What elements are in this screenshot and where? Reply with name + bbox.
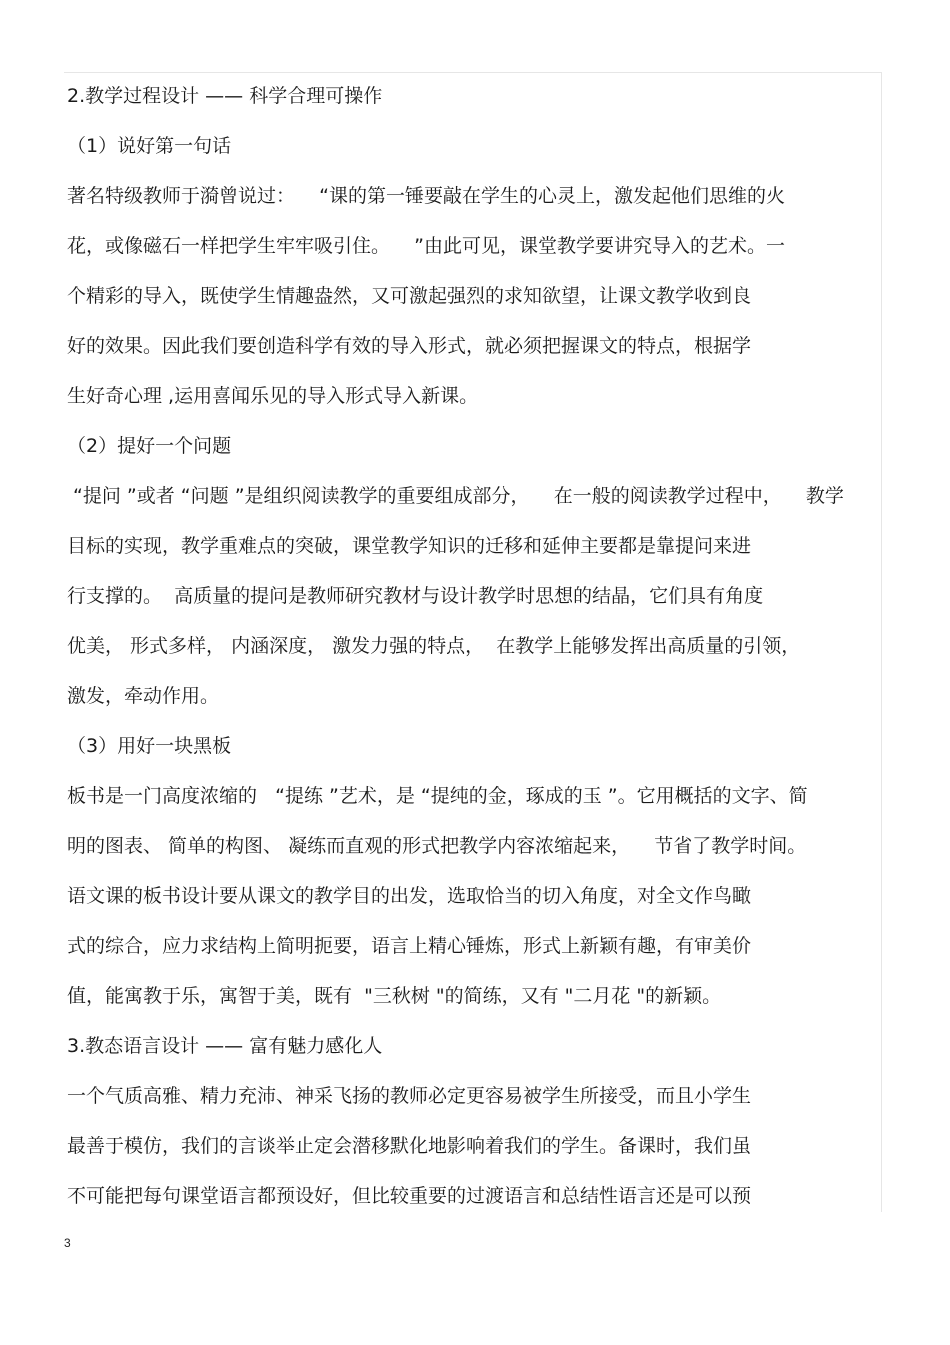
paragraph-line: 目标的实现，教学重难点的突破，课堂教学知识的迁移和延伸主要都是靠提问来进 xyxy=(67,535,752,557)
paragraph-line: 式的综合，应力求结构上简明扼要，语言上精心锤炼，形式上新颖有趣，有审美价 xyxy=(67,935,752,957)
paragraph-line: “提问 ”或者 “问题 ”是组织阅读教学的重要组成部分， 在一般的阅读教学过程中， 教学 xyxy=(67,485,844,507)
paragraph-line: 好的效果。因此我们要创造科学有效的导入形式，就必须把握课文的特点，根据学 xyxy=(67,335,752,357)
section-heading: 3.教态语言设计 —— 富有魅力感化人 xyxy=(67,1035,383,1057)
subsection-heading: （2）提好一个问题 xyxy=(67,435,232,457)
paragraph-line: 值，能寓教于乐，寓智于美，既有 "三秋树 "的简练，又有 "二月花 "的新颖。 xyxy=(67,985,722,1007)
paragraph-line: 优美， 形式多样， 内涵深度， 激发力强的特点， 在教学上能够发挥出高质量的引领， xyxy=(67,635,801,657)
paragraph-line: 不可能把每句课堂语言都预设好，但比较重要的过渡语言和总结性语言还是可以预 xyxy=(67,1185,752,1207)
paragraph-line: 一个气质高雅、精力充沛、神采飞扬的教师必定更容易被学生所接受，而且小学生 xyxy=(67,1085,752,1107)
paragraph-line: 行支撑的。 高质量的提问是教师研究教材与设计教学时思想的结晶，它们具有角度 xyxy=(67,585,764,607)
subsection-heading: （3）用好一块黑板 xyxy=(67,735,232,757)
paragraph-line: 著名特级教师于漪曾说过： “课的第一锤要敲在学生的心灵上，激发起他们思维的火 xyxy=(67,185,786,207)
document-body xyxy=(67,82,887,1232)
paragraph-line: 明的图表、 简单的构图、 凝练而直观的形式把教学内容浓缩起来， 节省了教学时间。 xyxy=(67,835,807,857)
paragraph-line: 板书是一门高度浓缩的 “提练 ”艺术，是 “提纯的金，琢成的玉 ”。它用概括的文字、简 xyxy=(67,785,808,807)
paragraph-line: 最善于模仿，我们的言谈举止定会潜移默化地影响着我们的学生。备课时，我们虽 xyxy=(67,1135,752,1157)
paragraph-line: 个精彩的导入，既使学生情趣盎然，又可激起强烈的求知欲望，让课文教学收到良 xyxy=(67,285,752,307)
subsection-heading: （1）说好第一句话 xyxy=(67,135,232,157)
paragraph-line: 语文课的板书设计要从课文的教学目的出发，选取恰当的切入角度，对全文作鸟瞰 xyxy=(67,885,752,907)
paragraph-line: 生好奇心理 ,运用喜闻乐见的导入形式导入新课。 xyxy=(67,385,479,407)
page-number: 3 xyxy=(64,1236,71,1250)
paragraph-line: 激发，牵动作用。 xyxy=(67,685,220,707)
paragraph-line: 花，或像磁石一样把学生牢牢吸引住。 ”由此可见，课堂教学要讲究导入的艺术。一 xyxy=(67,235,786,257)
section-heading: 2.教学过程设计 —— 科学合理可操作 xyxy=(67,85,383,107)
